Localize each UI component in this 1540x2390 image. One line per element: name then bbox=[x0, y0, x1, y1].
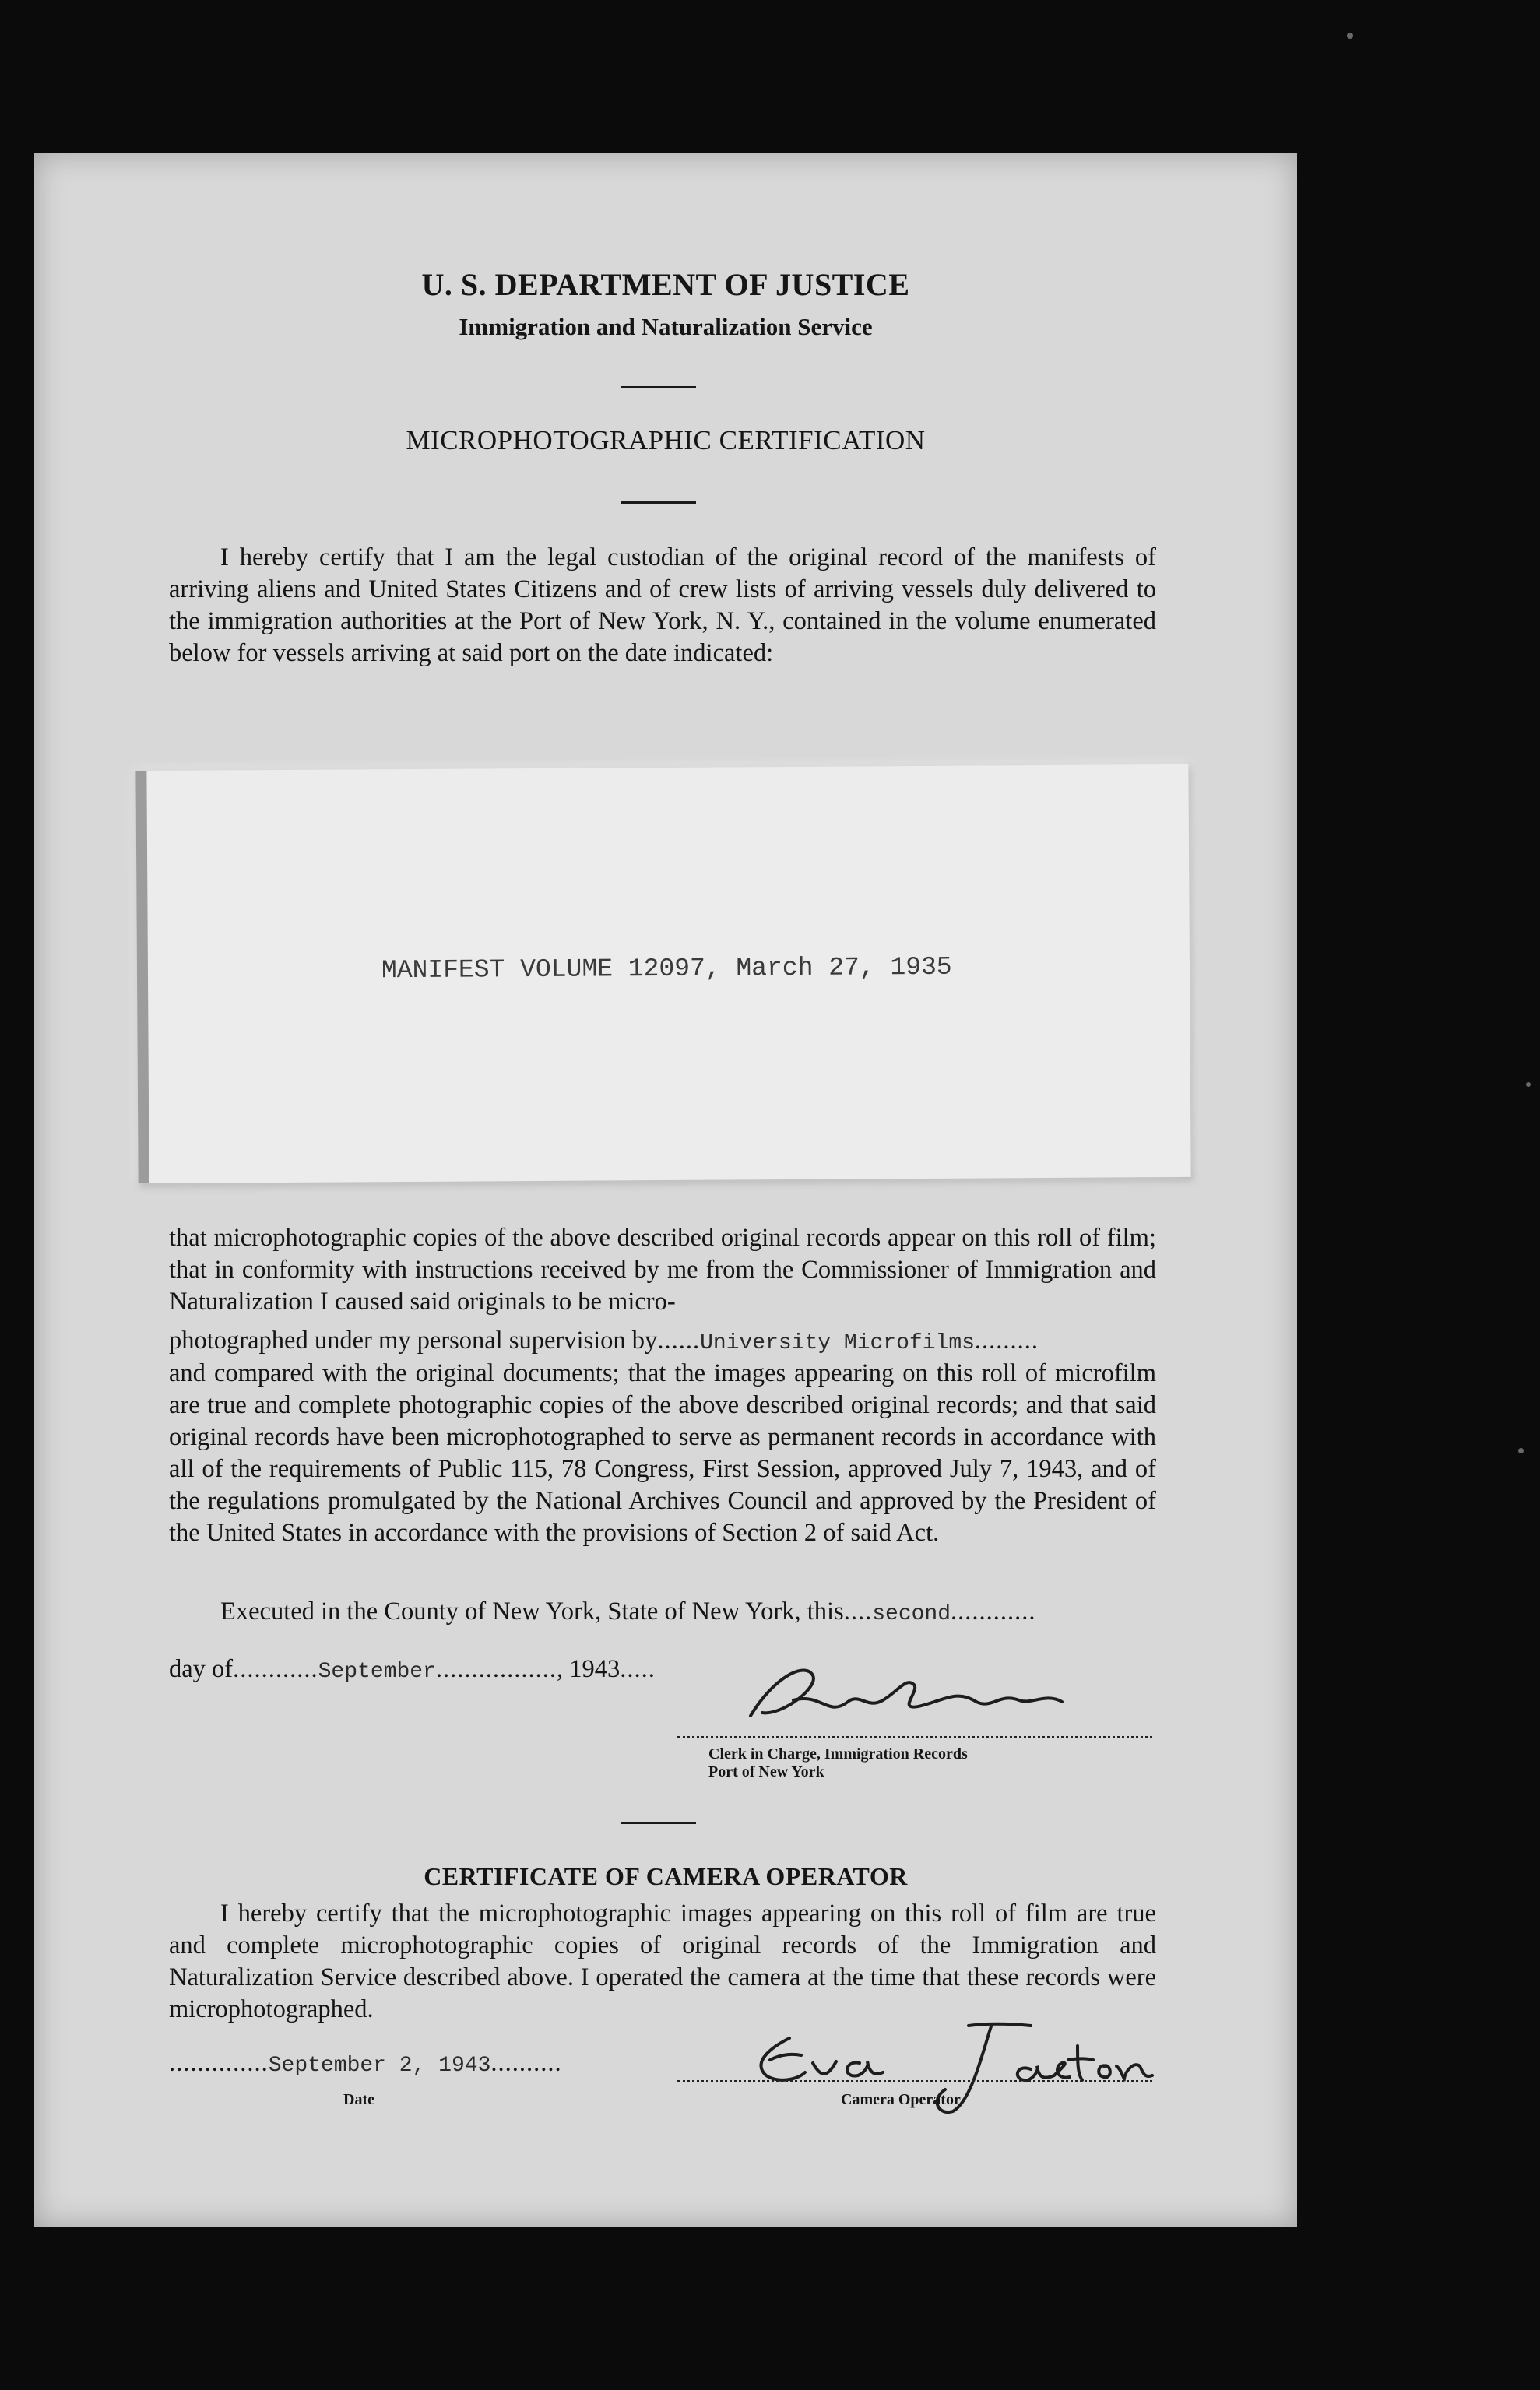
camera-operator-label: Camera Operator bbox=[841, 2091, 961, 2108]
camera-date-value: September 2, 1943 bbox=[268, 2054, 491, 2078]
day-of-line: day of............September................., 1943..... bbox=[169, 1655, 656, 1684]
intro-paragraph: I hereby certify that I am the legal custodian of the original record of the manifests of arriving aliens and United States Citizens and of crew lists of arriving vessels duly delivered to the immigration authorities at the Port of New York, N. Y., contained in the volume enumerated below for vessels arriving at said port on the date indicated: bbox=[169, 543, 1156, 667]
service-subheading: Immigration and Naturalization Service bbox=[459, 313, 873, 340]
executed-prefix: Executed in the County of New York, State of New York, this bbox=[220, 1597, 844, 1626]
photographed-by-value: University Microfilms bbox=[700, 1331, 975, 1355]
divider bbox=[621, 386, 696, 388]
executed-day-value: second bbox=[872, 1602, 951, 1626]
day-of-prefix: day of bbox=[169, 1655, 234, 1683]
certification-title: MICROPHOTOGRAPHIC CERTIFICATION bbox=[406, 425, 926, 455]
clerk-title-line-2: Port of New York bbox=[708, 1763, 824, 1780]
divider bbox=[621, 501, 696, 504]
clerk-signature-line bbox=[677, 1736, 1152, 1738]
divider bbox=[621, 1822, 696, 1824]
clerk-title-line-1: Clerk in Charge, Immigration Records bbox=[708, 1745, 968, 1763]
clerk-title bbox=[708, 1745, 968, 1781]
executed-line: Executed in the County of New York, State of New York, this....second............ bbox=[220, 1597, 1036, 1626]
manifest-volume-label: MANIFEST VOLUME 12097, March 27, 1935 bbox=[381, 952, 952, 986]
camera-operator-signature-line bbox=[677, 2080, 1152, 2082]
clerk-signature bbox=[719, 1661, 1078, 1731]
department-heading: U. S. DEPARTMENT OF JUSTICE bbox=[421, 267, 910, 302]
film-speck bbox=[1347, 33, 1353, 39]
camera-operator-paragraph: I hereby certify that the microphotographic images appearing on this roll of film are true and complete microphotographic copies of original records of the Immigration and Naturalization Service described above. I operated the camera at the time that these records were microphotographed. bbox=[169, 1900, 1156, 2023]
camera-date-line: ..............September 2, 1943.......... bbox=[169, 2049, 562, 2078]
film-speck bbox=[1526, 1082, 1531, 1087]
year-text: , 1943 bbox=[556, 1655, 621, 1683]
photographed-by-prefix: photographed under my personal supervision by bbox=[169, 1327, 658, 1355]
body-paragraph-2: and compared with the original documents; that the images appearing on this roll of microfilm are true and complete photographic copies of the above described original records; and that said original records have been microphotographed to serve as permanent records in accordance with all of the requirements of Public 115, 78 Congress, First Session, approved July 7, 1943, and of the regulations promulgated by the National Archives Council and approved by the President of the United States in accordance with the provisions of Section 2 of said Act. bbox=[169, 1359, 1156, 1547]
film-speck bbox=[1518, 1448, 1524, 1453]
certificate-sheet bbox=[34, 153, 1297, 2227]
photographed-by-line: photographed under my personal supervision by......University Microfilms......... bbox=[169, 1327, 1039, 1355]
camera-operator-heading: CERTIFICATE OF CAMERA OPERATOR bbox=[424, 1862, 908, 1890]
manifest-volume-slip bbox=[135, 764, 1190, 1183]
month-value: September bbox=[318, 1660, 436, 1684]
date-label: Date bbox=[343, 2091, 374, 2108]
body-paragraph-1: that microphotographic copies of the above described original records appear on this roll of film; that in conformity with instructions received by me from the Commissioner of Immigration and Naturalization I caused said originals to be micro- bbox=[169, 1224, 1156, 1316]
